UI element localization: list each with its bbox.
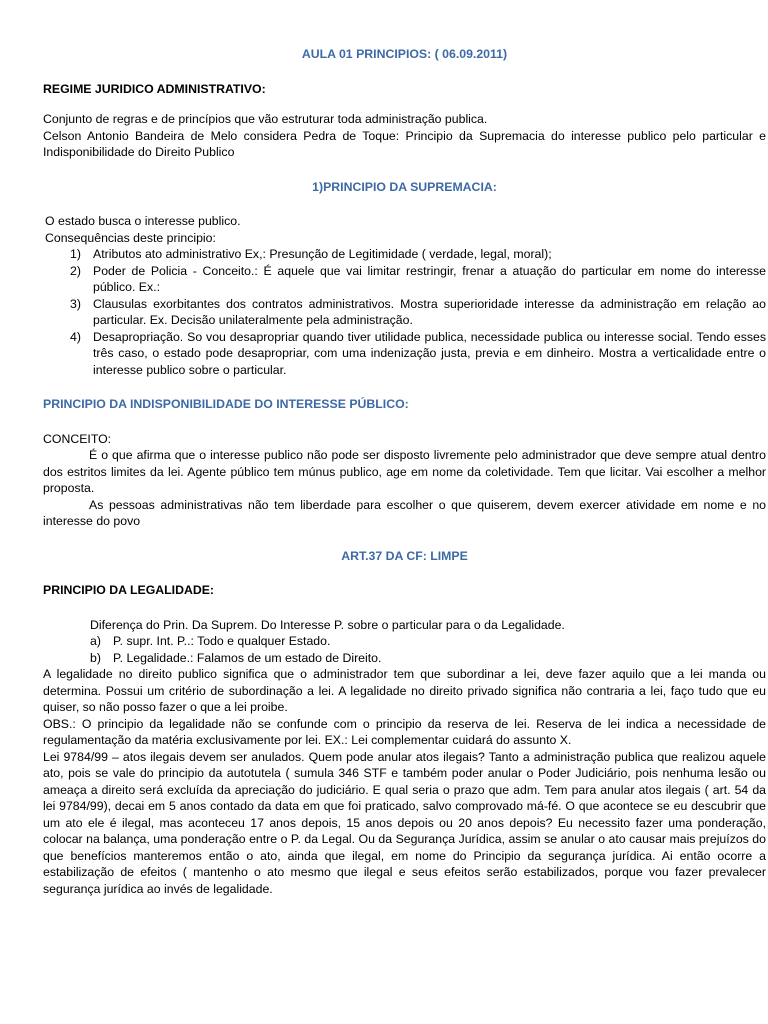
regime-heading: REGIME JURIDICO ADMINISTRATIVO:	[43, 81, 266, 96]
legalidade-intro: Diferença do Prin. Da Suprem. Do Interesse P. sobre o particular para o da Legalidade.	[90, 617, 565, 632]
indisponibilidade-paragraph-2: As pessoas administrativas não tem liberdade para escolher o que quiserem, devem exercer atividade em nome e no interesse do povo	[43, 497, 766, 528]
regime-paragraph-2: Celson Antonio Bandeira de Melo considera Pedra de Toque: Principio da Supremacia do interesse publico pelo particular e Indisponibilidade do Direito Publico	[43, 128, 766, 159]
legalidade-paragraph-1: A legalidade no direito publico significa que o administrador tem que subordinar a lei, deve fazer aquilo que a lei manda ou determina. Possui um critério de subordinação a lei. A legalidade no direito privado significa não contraria a lei, faço tudo que eu quiser, so não posso fazer o que a lei proibe.	[43, 667, 766, 714]
legalidade-paragraph-3: Lei 9784/99 – atos ilegais devem ser anulados. Quem pode anular atos ilegais? Tanto a administração publica que realizou aquele ato, pois se vale do principio da autotutela ( sumula 346 STF e também poder anular o Poder Judiciário, pois nenhuma lesão ou ameaça a direito será excluída da apreciação do judiciário. E qual seria o prazo que adm. Tem para anular atos ilegais ( art. 54 da lei 9784/99), decai em 5 anos contado da data em que foi praticado, salvo comprovado má-fé. O que acontece se eu descubrir que um ato ele é ilegal, mas aconteceu 17 anos depois, 15 anos depois ou 20 anos depois? Eu necessito fazer uma ponderação, colocar na balança, uma ponderação entre o P. da Legal. Ou da Segurança Jurídica, assim se anular o ato causar mais prejuízos do que benefícios manteremos então o ato, ainda que ilegal, em nome do Principio da segurança jurídica. Ai então ocorre a estabilização de efeitos ( mantenho o ato mesmo que ilegal e seus efeitos serão estabilizados, porque vou fazer prevalecer segurança jurídica ao invés de legalidade.	[43, 749, 766, 896]
supremacia-heading: 1)PRINCIPIO DA SUPREMACIA:	[312, 179, 497, 194]
page-title: AULA 01 PRINCIPIOS: ( 06.09.2011)	[301, 47, 508, 61]
conceito-label: CONCEITO:	[43, 431, 112, 446]
indisponibilidade-heading: PRINCIPIO DA INDISPONIBILIDADE DO INTERESSE PÚBLICO:	[43, 397, 409, 411]
list-item: 1) Atributos ato administrativo Ex,: Presunção de Legitimidade ( verdade, legal, moral);	[70, 247, 552, 261]
legalidade-heading: PRINCIPIO DA LEGALIDADE:	[43, 583, 215, 597]
list-item: 3) Clausulas exorbitantes dos contratos administrativos. Mostra superioridade interesse da administração em relação ao particular. Ex. Decisão unilateralmente pela administração.	[70, 296, 766, 327]
regime-paragraph-1: Conjunto de regras e de princípios que vão estruturar toda administração publica.	[43, 112, 488, 126]
list-item: 2) Poder de Policia - Conceito.: É aquele que vai limitar restringir, frenar a atuação do particular em nome do interesse público. Ex.:	[70, 263, 766, 294]
indisponibilidade-paragraph-1: É o que afirma que o interesse publico não pode ser disposto livremente pelo administrador que deve sempre atual dentro dos estritos limites da lei. Agente público tem múnus publico, age em nome da coletividade. Tem que licitar. Vai escolher a melhor proposta.	[43, 448, 766, 495]
document-page	[43, 40, 766, 897]
list-item: b) P. Legalidade.: Falamos de um estado de Direito.	[90, 650, 382, 665]
art37-heading: ART.37 DA CF: LIMPE	[341, 548, 468, 563]
supremacia-list	[43, 246, 766, 378]
list-item: 4) Desapropriação. So vou desapropriar quando tiver utilidade publica, necessidade publica ou interesse social. Tendo esses três caso, o estado pode desapropriar, com uma indenização justa, previa e em dinheiro. Mostra a verticalidade entre o interesse publico sobre o particular.	[70, 329, 766, 377]
list-item: a) P. supr. Int. P..: Todo e qualquer Estado.	[90, 634, 331, 648]
legalidade-paragraph-2: OBS.: O principio da legalidade não se confunde com o principio da reserva de lei. Reserva de lei indica a necessidade de regulamentação da matéria exclusivamente por lei. EX.: Lei complementar cuidará do assunto X.	[43, 716, 766, 747]
supremacia-line-1: O estado busca o interesse publico.	[45, 214, 241, 228]
supremacia-line-2: Consequências deste principio:	[45, 230, 216, 245]
